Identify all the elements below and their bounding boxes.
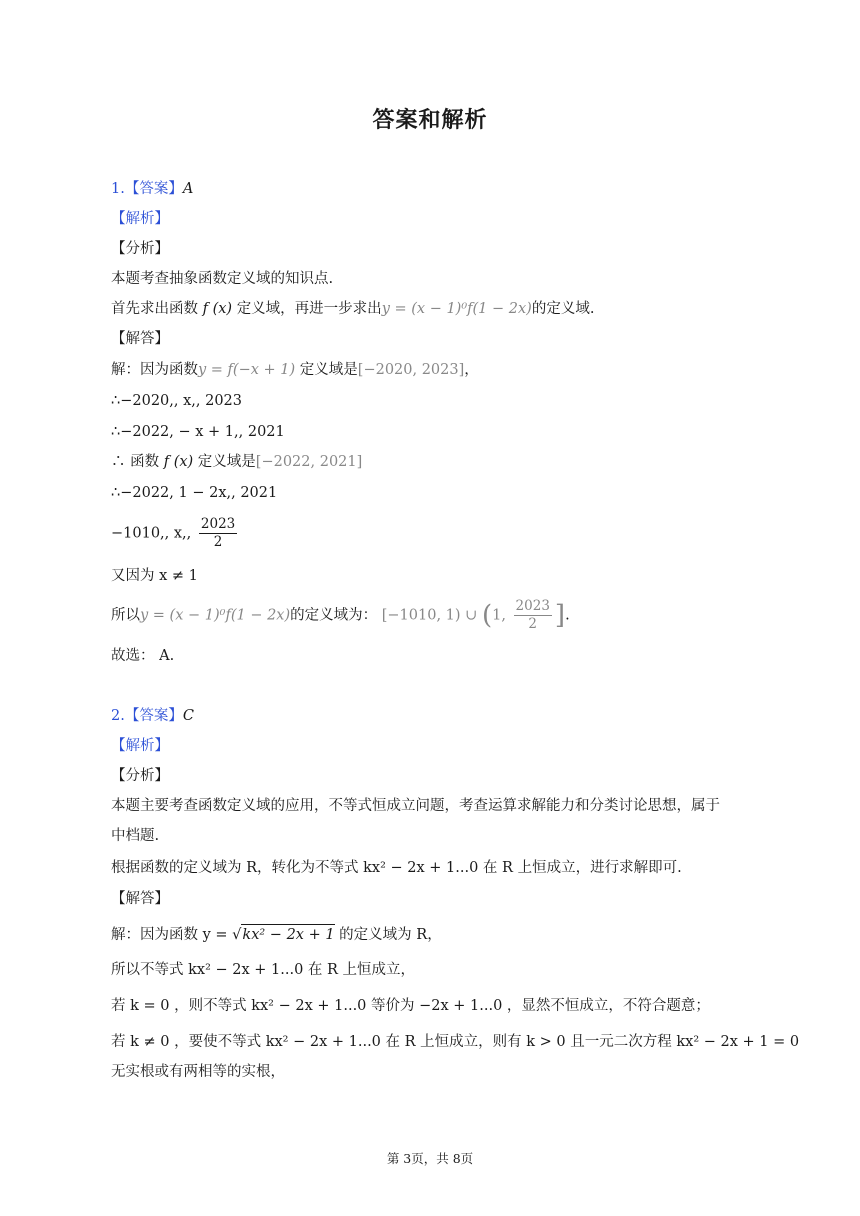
q2-answer-line (111, 706, 194, 726)
q2-number: 2. (111, 708, 125, 724)
math-interval: [−2020, 2023] (357, 362, 465, 378)
q2-jieda-tag: 【解答】 (111, 891, 169, 907)
math-fx: f (x) (163, 454, 194, 470)
q1-solution-line (111, 360, 479, 380)
math-interval: [−1010, 1) ∪ (381, 607, 478, 624)
q1-answer: A (182, 181, 194, 197)
q1-conclusion: 故选： A. (111, 648, 175, 664)
text-span: . (565, 607, 570, 624)
text-span: ∴ 函数 (111, 454, 160, 470)
q2-answer-tag: 【答案】 (124, 708, 183, 724)
fraction-numerator: 2023 (515, 598, 550, 614)
q1-jieda-tag: 【解答】 (111, 331, 169, 347)
page-footer: 第 3页，共 8页 (386, 1151, 474, 1166)
q2-analysis-tag: 【解析】 (111, 738, 169, 754)
page-title: 答案和解析 (372, 108, 488, 133)
text-span: 定义域，再进一步求出 (236, 301, 382, 317)
q2-fenxi-line-1: 本题主要考查函数定义域的应用，不等式恒成立问题，考查运算求解能力和分类讨论思想，属于 (111, 798, 720, 814)
math-fx: f (x) (202, 301, 233, 317)
text-span: 的定义域为 R， (334, 927, 442, 943)
q2-method: 根据函数的定义域为 R，转化为不等式 kx² − 2x + 1...0 在 R 上恒成立，进行求解即可. (111, 860, 682, 876)
q1-step-5 (111, 516, 240, 551)
text-span: 解：因为函数 y = (111, 927, 233, 943)
q1-answer-tag: 【答案】 (124, 181, 183, 197)
q2-fenxi-tag: 【分析】 (111, 768, 169, 784)
text-span: 首先求出函数 (111, 301, 198, 317)
math-expr: y = f(−x + 1) (198, 362, 296, 378)
math-interval: [−2022, 2021] (255, 454, 363, 470)
q1-step-7 (111, 598, 570, 633)
q1-step-1: ∴−2020,, x,, 2023 (111, 393, 243, 409)
q1-method-line (111, 299, 594, 319)
text-span: 定义域是 (299, 362, 358, 378)
q2-line-4: 若 k ≠ 0 ，要使不等式 kx² − 2x + 1...0 在 R 上恒成立，则有 k > 0 且一元二次方程 kx² − 2x + 1 = 0 (111, 1034, 800, 1050)
text-span: 所以 (111, 607, 140, 624)
q1-step-6: 又因为 x ≠ 1 (111, 568, 198, 584)
fraction-numerator: 2023 (200, 516, 236, 532)
fraction-denominator: 2 (528, 616, 538, 632)
q1-analysis-tag: 【解析】 (111, 211, 169, 227)
fraction-denominator: 2 (213, 534, 223, 550)
sqrt-radicand: kx² − 2x + 1 (241, 924, 334, 945)
q1-fenxi-tag: 【分析】 (111, 241, 169, 257)
q1-fenxi-text: 本题考查抽象函数定义域的知识点. (111, 271, 334, 287)
math-expr: y = (x − 1)⁰f(1 − 2x) (381, 301, 532, 317)
q2-solution-line (111, 924, 442, 945)
fraction (199, 516, 237, 551)
fraction (514, 598, 552, 633)
q1-step-4: ∴−2022, 1 − 2x,, 2021 (111, 485, 278, 501)
q2-fenxi-line-2: 中档题. (111, 828, 160, 844)
text-span: 的定义域. (531, 301, 595, 317)
q2-line-3: 若 k = 0 ，则不等式 kx² − 2x + 1...0 等价为 −2x + 1...0 ，显然不恒成立，不符合题意； (111, 998, 710, 1014)
text-span: ， (464, 362, 479, 378)
paren-open: ( (481, 600, 493, 631)
math-interval: 1, (492, 607, 506, 624)
q2-answer: C (182, 708, 194, 724)
bracket-close: ] (554, 600, 566, 631)
q2-line-2: 所以不等式 kx² − 2x + 1...0 在 R 上恒成立， (111, 962, 416, 978)
text-span: 定义域是 (197, 454, 256, 470)
math-expr: y = (x − 1)⁰f(1 − 2x) (140, 607, 291, 624)
q1-number: 1. (111, 181, 125, 197)
q1-answer-line (111, 179, 193, 199)
text-span: 解：因为函数 (111, 362, 198, 378)
text-span: −1010,, x,, (111, 525, 192, 542)
sqrt-symbol: √ (232, 927, 242, 943)
q2-line-5: 无实根或有两相等的实根， (111, 1064, 285, 1080)
text-span: 的定义域为： (290, 607, 378, 624)
q1-step-2: ∴−2022, − x + 1,, 2021 (111, 424, 285, 440)
q1-step-3 (111, 452, 362, 472)
